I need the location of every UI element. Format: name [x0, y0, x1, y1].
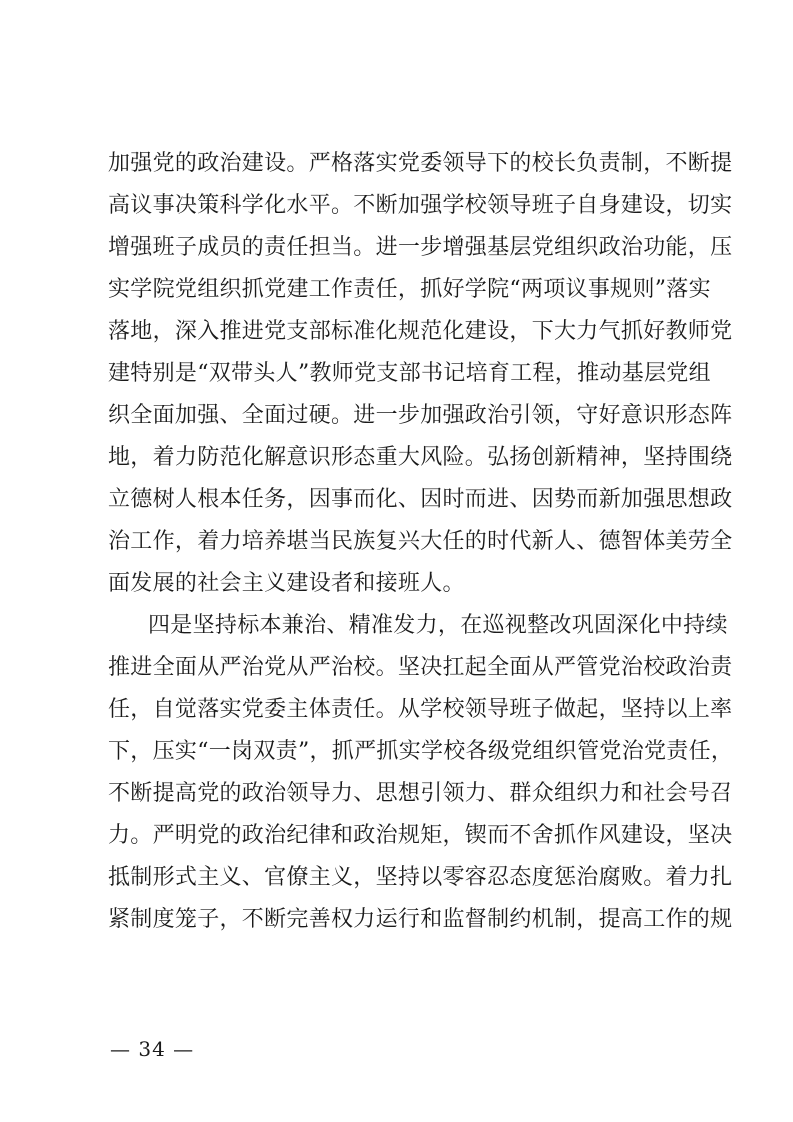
text-line: 立德树人根本任务，因事而化、因时而进、因势而新加强思想政 — [108, 487, 733, 512]
text-line: 推进全面从严治党从严治校。坚决扛起全面从严管党治校政治责 — [108, 655, 733, 680]
text-line: 高议事决策科学化水平。不断加强学校领导班子自身建设，切实 — [108, 193, 733, 218]
text-line: 增强班子成员的责任担当。进一步增强基层党组织政治功能，压 — [108, 235, 733, 260]
text-line: 紧制度笼子，不断完善权力运行和监督制约机制，提高工作的规 — [108, 907, 733, 932]
text-line: 面发展的社会主义建设者和接班人。 — [108, 571, 465, 596]
text-line: 治工作，着力培养堪当民族复兴大任的时代新人、德智体美劳全 — [108, 529, 733, 554]
text-line: 不断提高党的政治领导力、思想引领力、群众组织力和社会号召 — [108, 781, 733, 806]
page-number: — 34 — — [110, 1037, 195, 1061]
text-line: 抵制形式主义、官僚主义，坚持以零容忍态度惩治腐败。着力扎 — [108, 865, 733, 890]
text-line: 下，压实“一岗双责”，抓严抓实学校各级党组织管党治党责任， — [108, 739, 734, 764]
paragraph-start-line: 四是坚持标本兼治、精准发力，在巡视整改巩固深化中持续 — [148, 613, 728, 638]
text-line: 实学院党组织抓党建工作责任，抓好学院“两项议事规则”落实 — [108, 277, 711, 302]
text-line: 加强党的政治建设。严格落实党委领导下的校长负责制，不断提 — [108, 151, 733, 176]
text-line: 织全面加强、全面过硬。进一步加强政治引领，守好意识形态阵 — [108, 403, 733, 428]
text-line: 落地，深入推进党支部标准化规范化建设，下大力气抓好教师党 — [108, 319, 733, 344]
text-line: 力。严明党的政治纪律和政治规矩，锲而不舍抓作风建设，坚决 — [108, 823, 733, 848]
text-line: 建特别是“双带头人”教师党支部书记培育工程，推动基层党组 — [108, 361, 711, 386]
text-line: 地，着力防范化解意识形态重大风险。弘扬创新精神，坚持围绕 — [108, 445, 733, 470]
text-line: 任，自觉落实党委主体责任。从学校领导班子做起，坚持以上率 — [108, 697, 733, 722]
